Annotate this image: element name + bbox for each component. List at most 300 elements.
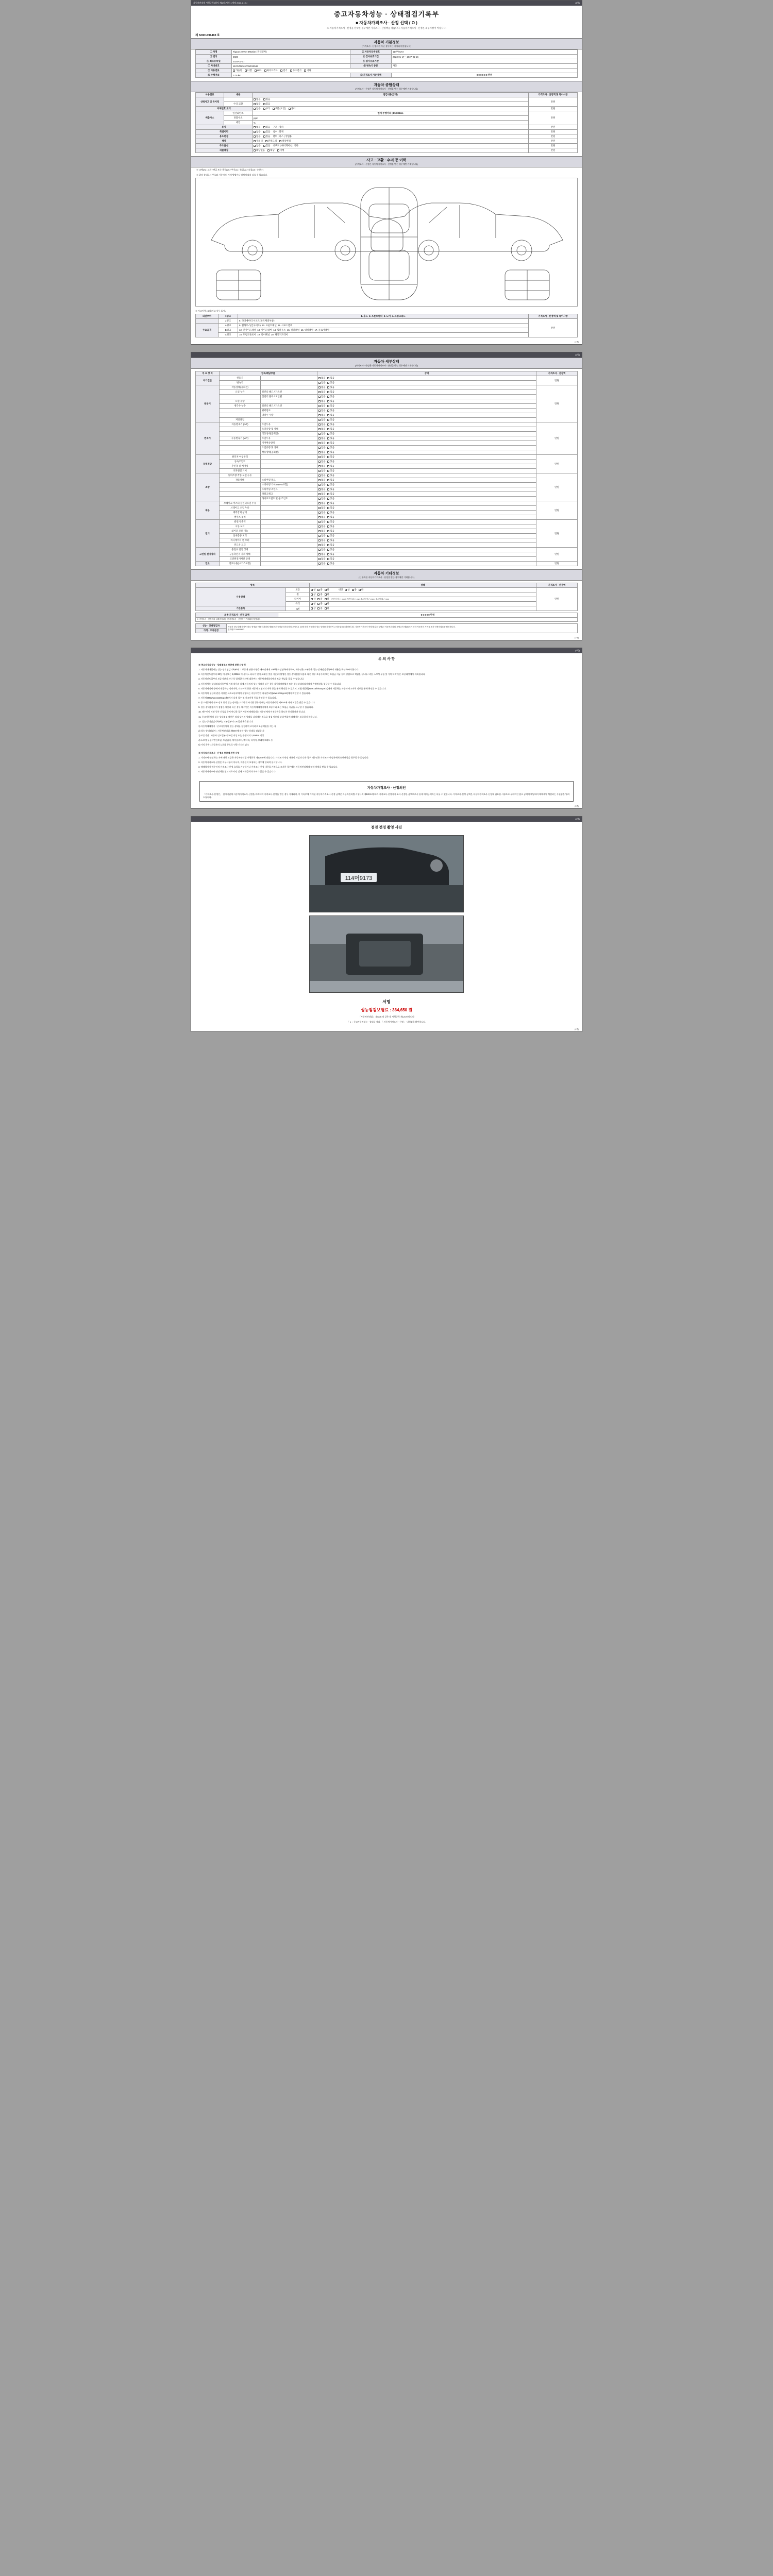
fuel-option-2[interactable]: LPG <box>255 69 262 72</box>
state-option[interactable] <box>318 534 325 537</box>
vehicle-damage-diagram[interactable] <box>195 178 578 307</box>
state-option-label: 없음 <box>321 409 326 412</box>
notice-sec2-title: ※ 자동차가격조사 · 산정의 보증에 관한 사항 <box>198 751 240 754</box>
state-option[interactable] <box>318 525 325 528</box>
accident-parts-table <box>195 314 578 337</box>
checkbox-icon[interactable] <box>254 145 256 147</box>
state-option[interactable] <box>318 544 325 547</box>
state-option[interactable] <box>327 455 334 459</box>
state-option[interactable] <box>318 465 325 468</box>
checkbox-icon[interactable] <box>327 382 329 384</box>
checkbox-icon[interactable] <box>317 598 323 600</box>
page4-footer: (4쪽) <box>575 1028 579 1030</box>
checkbox-icon[interactable] <box>327 479 329 481</box>
state-option-label: 있음 <box>330 377 334 379</box>
checkbox-icon[interactable] <box>279 140 281 142</box>
checkbox-icon[interactable] <box>318 549 321 551</box>
checkbox-icon[interactable] <box>327 470 329 472</box>
checkbox-icon[interactable] <box>318 539 321 541</box>
checkbox-icon[interactable] <box>325 607 327 609</box>
option-2[interactable]: 이행 <box>277 149 284 152</box>
state-option[interactable] <box>327 511 334 514</box>
checkbox-icon[interactable] <box>318 544 321 546</box>
state-option[interactable] <box>327 534 334 537</box>
checkbox-icon[interactable] <box>318 498 321 500</box>
checkbox-icon[interactable] <box>318 428 321 430</box>
part-item: 17. 플로어패널 <box>314 329 329 331</box>
state-option[interactable] <box>318 423 325 426</box>
detail-state-options <box>317 427 536 432</box>
fuel-option-0[interactable]: 가솔린 <box>233 69 242 72</box>
option-none[interactable]: 없음 <box>254 126 260 129</box>
notice-item: 2. 자동차인도일부터 30일 이내 또는 2,000km 이내(어느 하나가 먼저 도래한 것을 기준)에 발생한 성능·상태점검 내용과 다른 경우 보증수리 또는 보험금 지급 등의 방법으로 책임을 집니다. 다만, 소모성 부품 및 가치 하락 등은 보증대상에서 제외됩니다. <box>198 673 426 676</box>
checkbox-icon[interactable] <box>318 377 321 379</box>
checkbox-icon[interactable] <box>327 461 329 463</box>
state-option[interactable] <box>327 437 334 440</box>
option-1[interactable]: 전체도색 <box>265 140 277 143</box>
checkbox-icon[interactable] <box>318 396 321 398</box>
checkbox-icon[interactable] <box>263 145 265 147</box>
option-none[interactable]: 없음 <box>254 135 260 138</box>
option-0[interactable]: 무채색 <box>254 140 263 143</box>
fuel-option-6[interactable]: 기타 <box>304 69 311 72</box>
option-yes[interactable]: 있음 <box>263 130 270 133</box>
option-2[interactable]: 색상변경 <box>279 140 291 143</box>
state-option[interactable] <box>318 386 325 389</box>
checkbox-icon[interactable] <box>327 512 329 514</box>
checkbox-icon[interactable] <box>254 126 256 128</box>
detail-state-options <box>317 492 536 497</box>
checkbox-icon[interactable] <box>318 405 321 407</box>
etc-option[interactable] <box>311 607 315 610</box>
checkbox-icon[interactable] <box>318 433 321 435</box>
state-option[interactable] <box>327 520 334 523</box>
checkbox-icon[interactable] <box>359 588 364 591</box>
option-yes[interactable]: 있음 <box>263 126 270 129</box>
etc-option2[interactable] <box>352 588 357 591</box>
checkbox-icon[interactable] <box>317 607 323 609</box>
state-option[interactable] <box>327 479 334 482</box>
etc-option[interactable] <box>325 602 329 605</box>
option-none[interactable]: 없음 <box>254 103 260 106</box>
checkbox-icon[interactable] <box>318 493 321 495</box>
checkbox-icon[interactable] <box>318 563 321 565</box>
checkbox-icon[interactable] <box>263 131 265 133</box>
state-option[interactable] <box>318 428 325 431</box>
checkbox-icon[interactable] <box>318 447 321 449</box>
detail-item <box>220 487 261 492</box>
state-option[interactable] <box>327 381 334 384</box>
checkbox-icon[interactable] <box>325 598 327 600</box>
state-option[interactable] <box>327 497 334 500</box>
page4-topbar <box>191 817 582 822</box>
state-option[interactable] <box>318 516 325 519</box>
part-item: 1. 후드 <box>361 315 368 317</box>
etc-option[interactable] <box>317 598 322 601</box>
state-option[interactable] <box>318 404 325 408</box>
checkbox-icon[interactable] <box>311 593 316 596</box>
checkbox-icon[interactable] <box>325 603 327 605</box>
checkbox-icon[interactable] <box>318 512 321 514</box>
checkbox-icon[interactable] <box>318 465 321 467</box>
checkbox-icon[interactable] <box>327 563 329 565</box>
table-row <box>196 381 578 385</box>
checkbox-icon[interactable] <box>245 70 247 72</box>
checkbox-icon[interactable] <box>318 456 321 458</box>
state-option[interactable] <box>327 525 334 528</box>
state-option[interactable] <box>327 451 334 454</box>
checkbox-icon[interactable] <box>304 70 306 72</box>
option-1[interactable]: 부식 <box>263 107 270 110</box>
checkbox-icon[interactable] <box>318 414 321 416</box>
state-option[interactable] <box>327 395 334 398</box>
checkbox-icon[interactable] <box>327 502 329 504</box>
etc-option-label: 중 <box>320 593 323 596</box>
state-option[interactable] <box>327 502 334 505</box>
etc-option[interactable] <box>325 598 329 601</box>
checkbox-icon[interactable] <box>318 521 321 523</box>
etc-option[interactable] <box>317 602 322 605</box>
checkbox-icon[interactable] <box>318 382 321 384</box>
part-item: 9. 휠하우스(인사이드) <box>239 324 261 327</box>
checkbox-icon[interactable] <box>327 405 329 407</box>
etc-option[interactable] <box>325 607 329 610</box>
photos-title: 점검 전경 촬영 사진 <box>371 826 402 830</box>
state-option[interactable] <box>318 530 325 533</box>
etc-option[interactable] <box>325 593 329 596</box>
checkbox-icon[interactable] <box>318 400 321 402</box>
checkbox-icon[interactable] <box>317 588 323 591</box>
checkbox-icon[interactable] <box>327 549 329 551</box>
checkbox-icon[interactable] <box>311 598 316 600</box>
checkbox-icon[interactable] <box>327 484 329 486</box>
checkbox-icon[interactable] <box>318 423 321 426</box>
state-option[interactable] <box>327 446 334 449</box>
checkbox-icon[interactable] <box>327 498 329 500</box>
checkbox-icon[interactable] <box>327 451 329 453</box>
table-header-row <box>196 93 578 97</box>
etc-options <box>310 588 536 592</box>
checkbox-icon[interactable] <box>318 437 321 439</box>
state-option[interactable] <box>318 483 325 486</box>
checkbox-icon[interactable] <box>325 594 327 596</box>
fuel-option-5[interactable]: 수소전기 <box>290 69 301 72</box>
checkbox-icon[interactable] <box>318 484 321 486</box>
checkbox-icon[interactable] <box>254 131 256 133</box>
checkbox-icon[interactable] <box>327 553 329 555</box>
checkbox-icon[interactable] <box>327 437 329 439</box>
checkbox-icon[interactable] <box>327 558 329 560</box>
checkbox-icon[interactable] <box>318 530 321 532</box>
part-item: 14. 휠하우스 <box>273 329 286 331</box>
checkbox-icon[interactable] <box>233 70 235 72</box>
detail-part: 스티어링 펌프 <box>261 478 317 483</box>
checkbox-icon[interactable] <box>263 126 265 128</box>
checkbox-icon[interactable] <box>327 442 329 444</box>
checkbox-icon[interactable] <box>327 377 329 379</box>
checkbox-icon[interactable] <box>318 410 321 412</box>
checkbox-icon[interactable] <box>327 507 329 509</box>
state-option[interactable] <box>327 409 334 412</box>
state-option[interactable] <box>318 377 325 380</box>
checkbox-icon[interactable] <box>327 526 329 528</box>
checkbox-icon[interactable] <box>317 602 323 605</box>
state-option[interactable] <box>327 544 334 547</box>
state-option[interactable] <box>327 553 334 556</box>
checkbox-icon[interactable] <box>254 103 256 105</box>
state-option[interactable] <box>327 562 334 565</box>
etc-option[interactable] <box>311 602 315 605</box>
etc-option[interactable] <box>311 598 315 601</box>
checkbox-icon[interactable] <box>327 410 329 412</box>
checkbox-icon[interactable] <box>345 588 350 591</box>
checkbox-icon[interactable] <box>327 516 329 518</box>
photo-underbody-illustration <box>310 916 464 993</box>
checkbox-icon[interactable] <box>318 419 321 421</box>
option-yes[interactable]: 있음 <box>263 98 270 101</box>
checkbox-icon[interactable] <box>318 451 321 453</box>
state-option[interactable] <box>327 465 334 468</box>
checkbox-icon[interactable] <box>327 539 329 541</box>
option-0[interactable]: 없음 <box>254 107 260 110</box>
overall-table-wrap <box>191 92 582 156</box>
state-option[interactable] <box>327 414 334 417</box>
checkbox-icon[interactable] <box>254 135 256 138</box>
fuel-option-3[interactable]: 하이브리드 <box>264 69 278 72</box>
checkbox-icon[interactable] <box>327 433 329 435</box>
state-option[interactable] <box>318 432 325 435</box>
checkbox-icon[interactable] <box>327 493 329 495</box>
checkbox-icon[interactable] <box>263 98 265 100</box>
state-option[interactable] <box>318 539 325 542</box>
checkbox-icon[interactable] <box>267 149 270 151</box>
state-option[interactable] <box>327 488 334 491</box>
checkbox-icon[interactable] <box>318 526 321 528</box>
etc-option[interactable] <box>317 593 322 596</box>
checkbox-icon[interactable] <box>263 103 265 105</box>
state-option[interactable] <box>327 516 334 519</box>
state-option[interactable] <box>318 553 325 556</box>
state-option[interactable] <box>318 442 325 445</box>
overall-opts-6 <box>253 125 529 130</box>
state-option[interactable] <box>327 404 334 408</box>
option-yes[interactable]: 있음 <box>263 103 270 106</box>
checkbox-icon[interactable] <box>327 535 329 537</box>
option-none[interactable]: 없음 <box>254 144 260 147</box>
checkbox-icon[interactable] <box>327 521 329 523</box>
etc-option[interactable] <box>317 607 322 610</box>
checkbox-icon[interactable] <box>255 70 257 72</box>
state-option[interactable] <box>318 520 325 523</box>
state-option[interactable] <box>318 497 325 500</box>
state-option[interactable] <box>318 395 325 398</box>
option-yes[interactable]: 있음 <box>263 135 270 138</box>
checkbox-icon[interactable] <box>327 423 329 426</box>
checkbox-icon[interactable] <box>277 149 279 151</box>
detail-state-options <box>317 455 536 460</box>
option-none[interactable]: 없음 <box>254 98 260 101</box>
checkbox-icon[interactable] <box>311 602 316 605</box>
checkbox-icon[interactable] <box>327 474 329 477</box>
checkbox-icon[interactable] <box>327 400 329 402</box>
checkbox-icon[interactable] <box>318 474 321 477</box>
checkbox-icon[interactable] <box>280 70 282 72</box>
etc-option-label: 상 <box>313 598 316 600</box>
table-row <box>196 422 578 427</box>
state-option[interactable] <box>318 418 325 421</box>
state-option[interactable] <box>327 474 334 477</box>
checkbox-icon[interactable] <box>327 530 329 532</box>
checkbox-icon[interactable] <box>318 470 321 472</box>
page4-footer-note-1: 「자동차관리법」 제58조 및 같은 법 시행규칙 제120조에 따라 <box>358 1015 415 1019</box>
etc-option[interactable] <box>325 588 329 591</box>
etc-option2[interactable] <box>345 588 349 591</box>
state-option-label: 있음 <box>330 548 334 551</box>
etc-option[interactable] <box>317 588 322 591</box>
fuel-option-1[interactable]: 디젤 <box>245 69 251 72</box>
state-option[interactable] <box>318 511 325 514</box>
state-option-label: 없음 <box>321 437 326 439</box>
checkbox-icon[interactable] <box>318 479 321 481</box>
state-option[interactable] <box>327 442 334 445</box>
option-yes[interactable]: 있음 <box>263 144 270 147</box>
checkbox-icon[interactable] <box>318 558 321 560</box>
state-option[interactable] <box>318 493 325 496</box>
table-row <box>196 125 578 130</box>
state-option[interactable] <box>318 506 325 510</box>
checkbox-icon[interactable] <box>318 442 321 444</box>
checkbox-icon[interactable] <box>352 589 354 591</box>
checkbox-icon[interactable] <box>327 456 329 458</box>
checkbox-icon[interactable] <box>327 465 329 467</box>
checkbox-icon[interactable] <box>318 488 321 490</box>
state-option[interactable] <box>318 409 325 412</box>
etc-item: 휠 <box>286 592 310 597</box>
state-option[interactable] <box>327 483 334 486</box>
overall-item-4: 탄화수소 <box>224 116 253 121</box>
etc-option2[interactable] <box>359 588 363 591</box>
state-option[interactable] <box>327 539 334 542</box>
state-option[interactable] <box>318 548 325 551</box>
state-option[interactable] <box>327 391 334 394</box>
option-none[interactable]: 없음 <box>254 130 260 133</box>
checkbox-icon[interactable] <box>318 553 321 555</box>
checkbox-icon[interactable] <box>263 135 265 138</box>
option-0[interactable]: 해당없음 <box>254 149 265 152</box>
state-option[interactable] <box>327 548 334 551</box>
state-option[interactable] <box>318 400 325 403</box>
checkbox-icon[interactable] <box>327 391 329 393</box>
state-option-label: 없음 <box>321 562 326 565</box>
checkbox-icon[interactable] <box>327 396 329 398</box>
checkbox-icon[interactable] <box>318 391 321 393</box>
state-option[interactable] <box>327 377 334 380</box>
state-option-label: 없음 <box>321 423 326 426</box>
state-option[interactable] <box>327 493 334 496</box>
state-option[interactable] <box>327 557 334 561</box>
state-option[interactable] <box>327 432 334 435</box>
state-option[interactable] <box>327 400 334 403</box>
checkbox-icon[interactable] <box>318 461 321 463</box>
checkbox-icon[interactable] <box>263 108 265 110</box>
state-option[interactable] <box>318 451 325 454</box>
basic-label-2: ⑤ 최초등록일 <box>196 59 232 64</box>
checkbox-icon[interactable] <box>327 447 329 449</box>
etc-option-label: 상 <box>313 593 316 596</box>
overall-cat-2: 자체번호 표기 <box>196 107 253 111</box>
state-option[interactable] <box>327 428 334 431</box>
checkbox-icon[interactable] <box>254 98 256 100</box>
checkbox-icon[interactable] <box>254 140 256 142</box>
checkbox-icon[interactable] <box>317 593 323 596</box>
checkbox-icon[interactable] <box>273 108 275 110</box>
state-option[interactable] <box>318 502 325 505</box>
checkbox-icon[interactable] <box>327 428 329 430</box>
checkbox-icon[interactable] <box>318 516 321 518</box>
state-option[interactable] <box>327 423 334 426</box>
state-option[interactable] <box>327 530 334 533</box>
state-option[interactable] <box>318 460 325 463</box>
checkbox-icon[interactable] <box>318 535 321 537</box>
checkbox-icon[interactable] <box>327 544 329 546</box>
state-option[interactable] <box>318 488 325 491</box>
table-row <box>196 333 578 337</box>
checkbox-icon[interactable] <box>254 108 256 110</box>
state-option[interactable] <box>318 414 325 417</box>
state-option[interactable] <box>327 386 334 389</box>
state-option[interactable] <box>327 418 334 421</box>
checkbox-icon[interactable] <box>318 507 321 509</box>
option-1[interactable]: 해당 <box>267 149 274 152</box>
checkbox-icon[interactable] <box>265 140 267 142</box>
checkbox-icon[interactable] <box>290 70 292 72</box>
state-option[interactable] <box>318 557 325 561</box>
state-option[interactable] <box>318 474 325 477</box>
state-option[interactable] <box>318 562 325 565</box>
state-option[interactable] <box>318 446 325 449</box>
state-option[interactable] <box>318 437 325 440</box>
state-option[interactable] <box>318 381 325 384</box>
checkbox-icon[interactable] <box>264 70 266 72</box>
state-option[interactable] <box>318 479 325 482</box>
checkbox-icon[interactable] <box>311 607 316 609</box>
option-3[interactable]: 상이 <box>289 107 295 110</box>
checkbox-icon[interactable] <box>327 488 329 490</box>
option-2[interactable]: 훼손(오염) <box>273 107 285 110</box>
state-option[interactable] <box>318 391 325 394</box>
checkbox-icon[interactable] <box>311 588 316 591</box>
checkbox-icon[interactable] <box>325 589 327 591</box>
detail-part <box>261 464 317 469</box>
checkbox-icon[interactable] <box>327 414 329 416</box>
state-option[interactable] <box>327 469 334 472</box>
checkbox-icon[interactable] <box>318 386 321 388</box>
overall-header-2: 점검내용(상태) <box>253 93 529 97</box>
fuel-option-4[interactable]: 전기 <box>280 69 287 72</box>
state-option[interactable] <box>327 460 334 463</box>
checkbox-icon[interactable] <box>289 108 291 110</box>
state-option[interactable] <box>327 506 334 510</box>
state-option[interactable] <box>318 455 325 459</box>
checkbox-icon[interactable] <box>318 502 321 504</box>
overall-price-11: 만원 <box>529 148 578 153</box>
checkbox-icon[interactable] <box>327 419 329 421</box>
checkbox-icon[interactable] <box>254 149 256 151</box>
checkbox-icon[interactable] <box>327 386 329 388</box>
etc-option[interactable] <box>311 593 315 596</box>
state-option[interactable] <box>318 469 325 472</box>
etc-option[interactable] <box>311 588 315 591</box>
